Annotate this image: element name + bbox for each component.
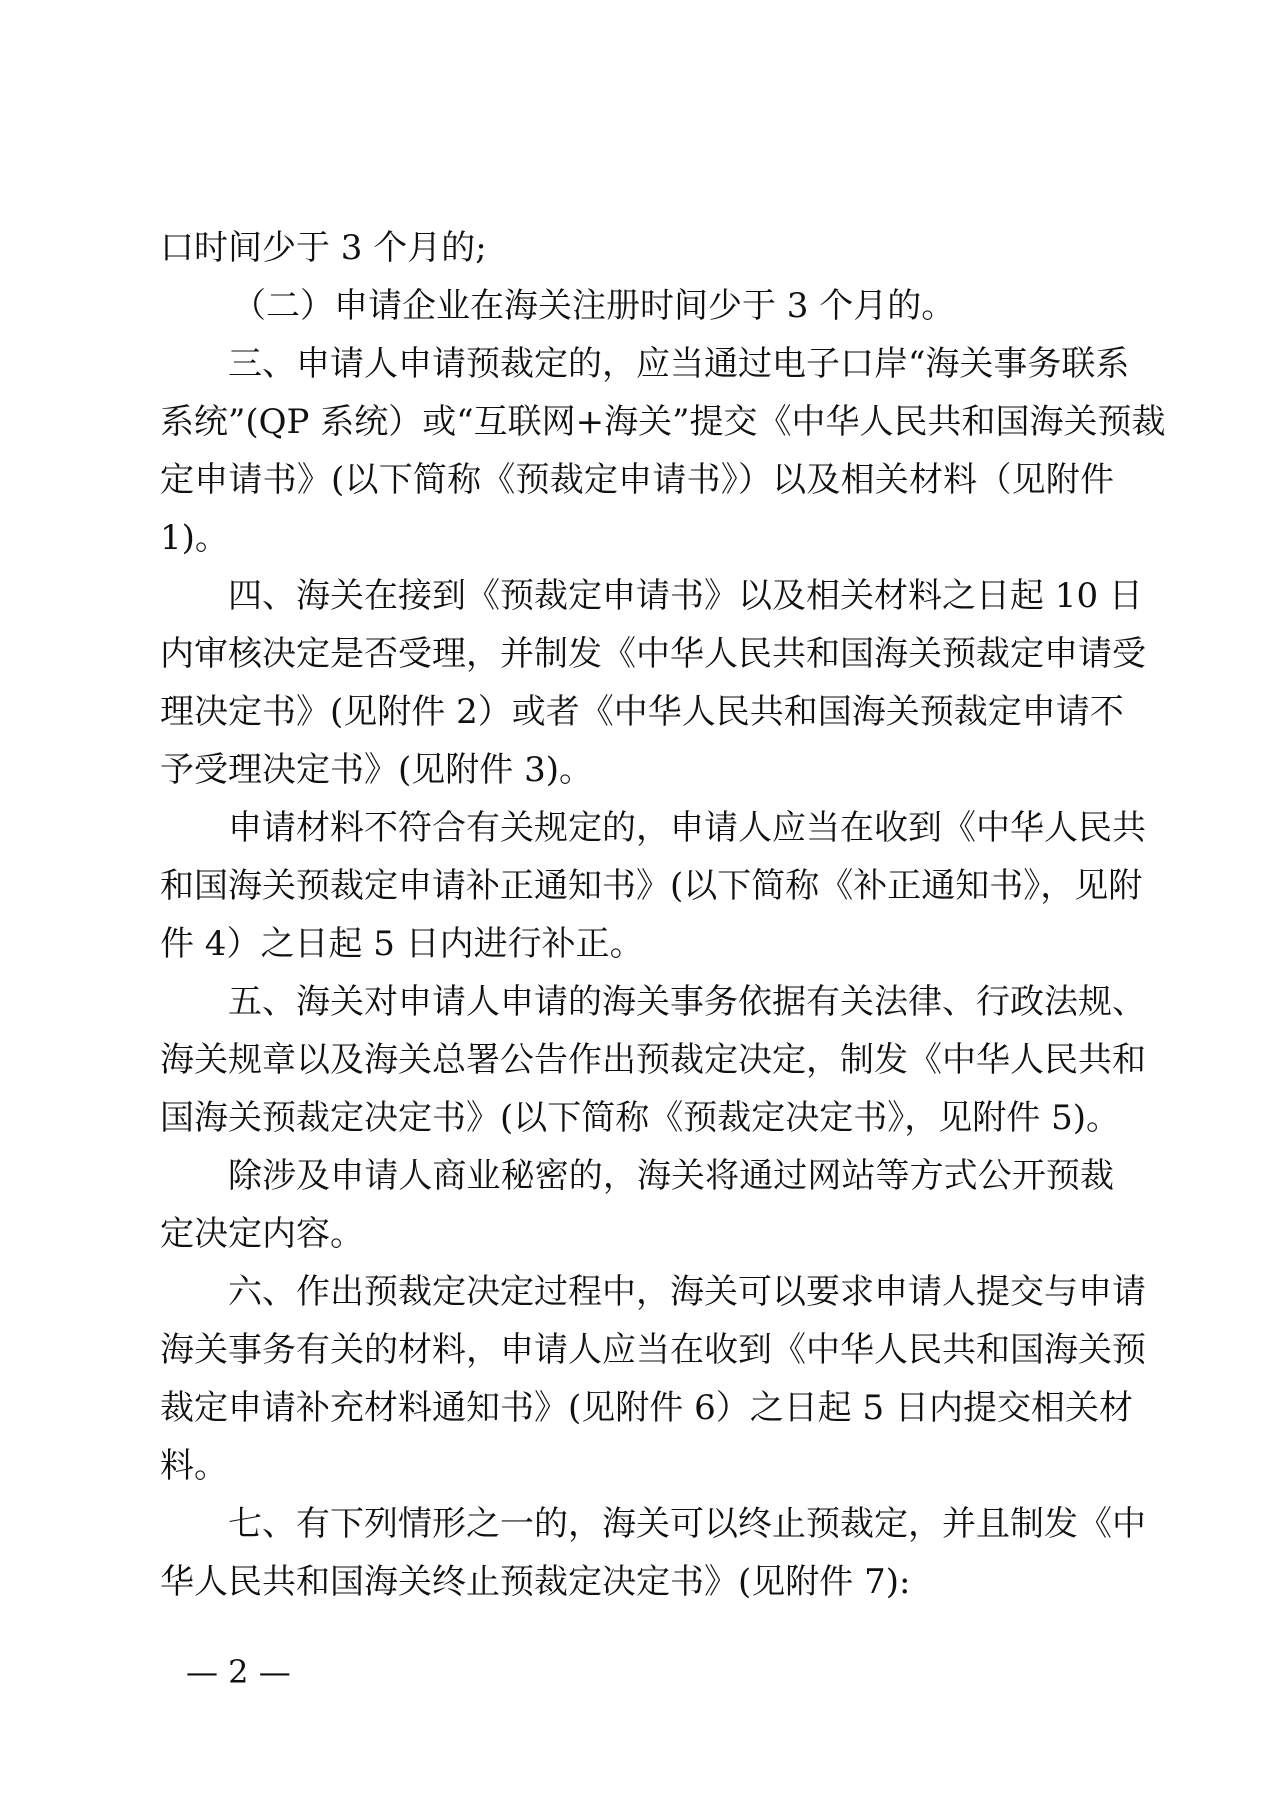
text-line: 内审核决定是否受理，并制发《中华人民共和国海关预裁定申请受 xyxy=(160,634,1146,674)
text-line: 和国海关预裁定申请补正通知书》(以下简称《补正通知书》，见附 xyxy=(160,866,1143,906)
text-line: 定决定内容。 xyxy=(160,1214,364,1254)
text-line: 五、海关对申请人申请的海关事务依据有关法律、行政法规、 xyxy=(228,982,1146,1022)
page-number: — 2 — xyxy=(186,1653,291,1691)
text-line: 国海关预裁定决定书》(以下简称《预裁定决定书》，见附件 5)。 xyxy=(160,1098,1120,1138)
text-line: 申请材料不符合有关规定的，申请人应当在收到《中华人民共 xyxy=(228,808,1146,848)
text-line: 三、申请人申请预裁定的，应当通过电子口岸“海关事务联系 xyxy=(228,344,1130,384)
text-line: 口时间少于 3 个月的; xyxy=(160,228,487,268)
text-line: 予受理决定书》(见附件 3)。 xyxy=(160,750,593,790)
text-line: 定申请书》(以下简称《预裁定申请书》）以及相关材料（见附件 xyxy=(160,460,1114,500)
text-line: 四、海关在接到《预裁定申请书》以及相关材料之日起 10 日 xyxy=(228,576,1143,616)
text-line: 件 4）之日起 5 日内进行补正。 xyxy=(160,924,644,964)
text-line: 料。 xyxy=(160,1446,228,1486)
text-line: 七、有下列情形之一的，海关可以终止预裁定，并且制发《中 xyxy=(228,1504,1146,1544)
text-line: 六、作出预裁定决定过程中，海关可以要求申请人提交与申请 xyxy=(228,1272,1146,1312)
text-line: 理决定书》(见附件 2）或者《中华人民共和国海关预裁定申请不 xyxy=(160,692,1124,732)
text-line: （二）申请企业在海关注册时间少于 3 个月的。 xyxy=(232,286,956,326)
text-line: 1)。 xyxy=(160,518,229,558)
text-line: 裁定申请补充材料通知书》(见附件 6）之日起 5 日内提交相关材 xyxy=(160,1388,1133,1428)
text-line: 除涉及申请人商业秘密的，海关将通过网站等方式公开预裁 xyxy=(228,1156,1114,1196)
text-line: 海关事务有关的材料，申请人应当在收到《中华人民共和国海关预 xyxy=(160,1330,1146,1370)
text-line: 海关规章以及海关总署公告作出预裁定决定，制发《中华人民共和 xyxy=(160,1040,1146,1080)
text-line: 华人民共和国海关终止预裁定决定书》(见附件 7): xyxy=(160,1562,911,1602)
text-line: 系统”(QP 系统）或“互联网+海关”提交《中华人民共和国海关预裁 xyxy=(160,402,1166,442)
